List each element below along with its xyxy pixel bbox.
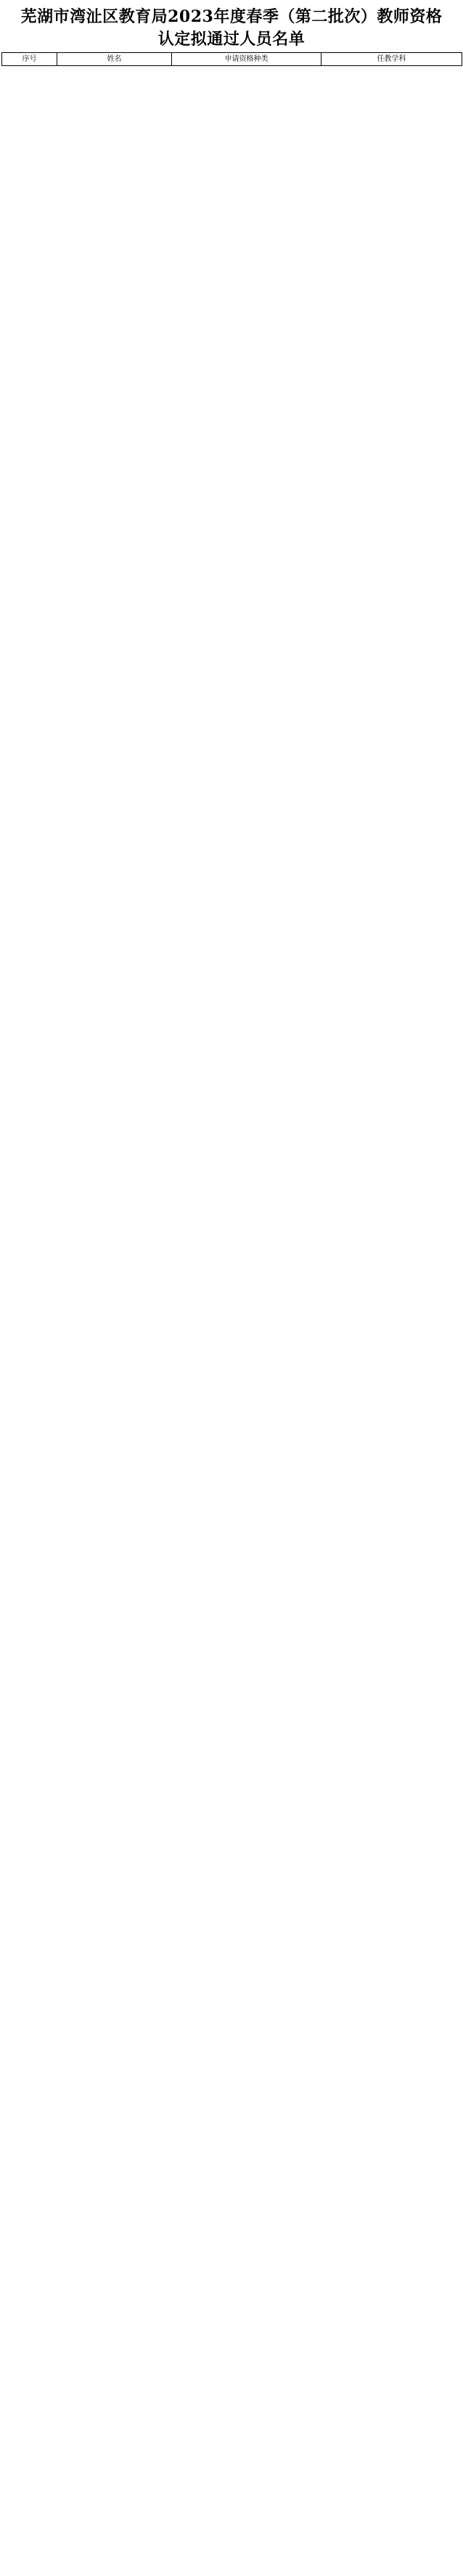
header-no: 序号	[2, 53, 57, 66]
candidate-table	[1, 52, 462, 66]
title-line-2: 认定拟通过人员名单	[157, 30, 306, 49]
document-title	[0, 0, 463, 51]
header-qualification-type: 申请资格种类	[172, 53, 321, 66]
header-subject: 任教学科	[321, 53, 462, 66]
header-name: 姓名	[57, 53, 172, 66]
title-line-1: 芜湖市湾沚区教育局2023年度春季（第二批次）教师资格	[20, 7, 443, 26]
table-header-row	[2, 53, 462, 66]
